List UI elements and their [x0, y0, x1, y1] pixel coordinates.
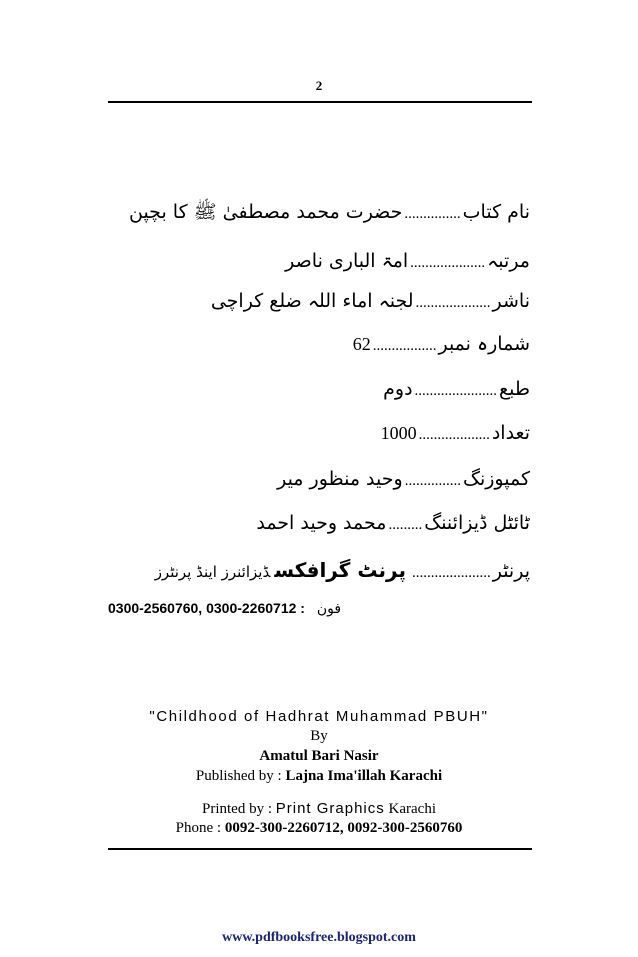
printer-tagline: ڈیزائنرز اینڈ پرنٹرز	[154, 563, 271, 581]
detail-label: تعداد	[491, 422, 530, 444]
detail-row-composing	[277, 468, 530, 490]
detail-value: حضرت محمد مصطفیٰ ﷺ کا بچپن	[128, 201, 403, 223]
detail-row-title-design	[256, 512, 530, 534]
published-label: Published by :	[195, 768, 282, 784]
printer-label: پرنٹر	[492, 560, 530, 582]
detail-label: کمپوزنگ	[462, 468, 530, 490]
detail-label: مرتبہ	[487, 250, 530, 272]
detail-row-book-name	[129, 200, 530, 228]
english-title: "Childhood of Hadhrat Muhammad PBUH"	[149, 708, 489, 725]
english-printed	[0, 800, 638, 818]
detail-label: ناشر	[492, 290, 530, 312]
footer-url[interactable]: www.pdfbooksfree.blogspot.com	[222, 930, 416, 945]
phone-label: فون	[316, 601, 342, 617]
printed-city: Karachi	[388, 801, 436, 817]
detail-dots: ...................	[418, 427, 490, 443]
detail-value: 62	[352, 334, 371, 354]
english-author: Amatul Bari Nasir	[259, 748, 379, 764]
english-phone	[0, 820, 638, 837]
page-number: 2	[315, 78, 323, 93]
detail-value: امۃ الباری ناصر	[285, 250, 409, 272]
detail-row-compiler	[285, 250, 530, 272]
detail-label: نام کتاب	[462, 201, 530, 223]
detail-row-issue-number	[353, 333, 530, 355]
printer-brand: پرنٹ گرافکس	[274, 558, 406, 582]
phone-numbers: 0300-2560760, 0300-2260712	[108, 600, 297, 616]
detail-dots: ......................	[414, 383, 498, 399]
detail-dots: ...............	[404, 206, 461, 222]
detail-value: 1000	[380, 423, 417, 443]
phone-value-en: 0092-300-2260712, 0092-300-2560760	[224, 820, 463, 836]
phone-label-en: Phone :	[175, 820, 222, 836]
english-published	[0, 768, 638, 785]
printed-brand: Print Graphics	[275, 800, 385, 817]
detail-dots: .....................	[411, 565, 491, 581]
printed-label: Printed by :	[201, 801, 272, 817]
detail-dots: ...............	[404, 473, 461, 489]
detail-row-quantity	[381, 422, 530, 444]
top-rule	[108, 101, 532, 103]
detail-dots: .................	[372, 338, 437, 354]
detail-value: وحید منظور میر	[277, 468, 403, 490]
detail-row-printer	[155, 558, 530, 582]
published-value: Lajna Ima'illah Karachi	[285, 768, 443, 784]
detail-value: لجنہ اماء اللہ ضلع کراچی	[210, 290, 414, 312]
english-by: By	[310, 728, 328, 744]
detail-label: شمارہ نمبر	[438, 333, 530, 355]
detail-label: طبع	[499, 378, 530, 400]
detail-label: ٹائٹل ڈیزائننگ	[424, 512, 530, 534]
detail-value: دوم	[383, 378, 413, 400]
detail-dots: .........	[388, 517, 423, 533]
detail-dots: ....................	[415, 295, 491, 311]
detail-dots: ....................	[410, 255, 486, 271]
detail-row-edition	[383, 378, 530, 400]
detail-value: محمد وحید احمد	[256, 512, 387, 534]
phone-separator: :	[300, 600, 305, 616]
bottom-rule	[108, 848, 532, 850]
detail-row-publisher	[211, 290, 530, 312]
urdu-phone-row	[108, 600, 341, 617]
